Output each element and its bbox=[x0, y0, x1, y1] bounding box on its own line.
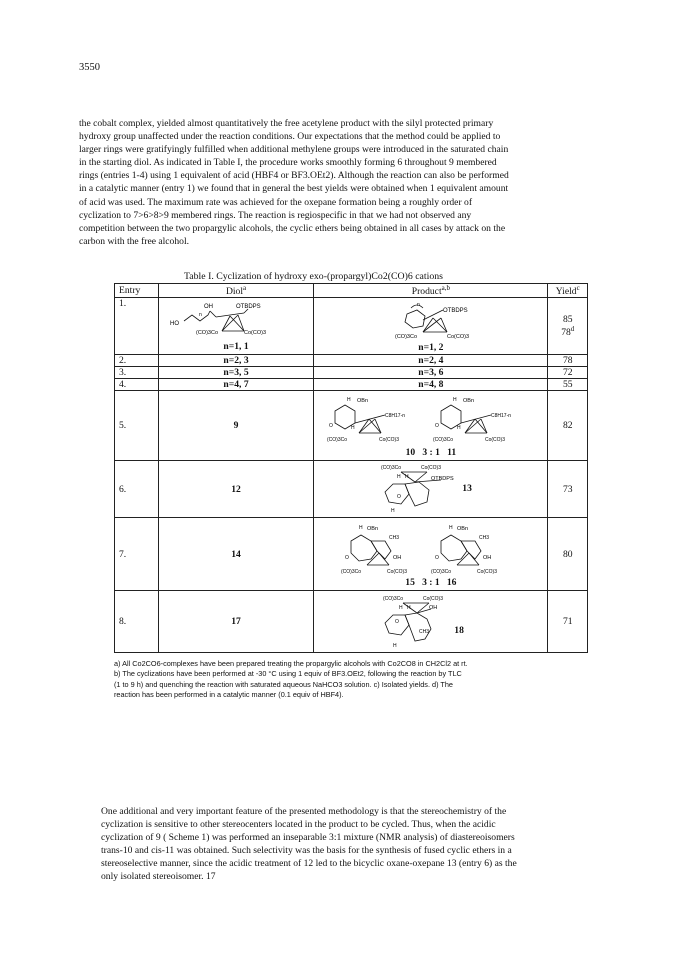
svg-text:n: n bbox=[416, 301, 420, 308]
svg-text:H: H bbox=[396, 474, 401, 480]
diol-cell: n=2, 3 bbox=[158, 355, 314, 367]
svg-text:H: H bbox=[358, 524, 363, 531]
text-line: larger rings were gratifyingly fulfilled when additional methylene groups were introduced in the saturated chain bbox=[79, 144, 509, 156]
yield-cell: 80 bbox=[548, 518, 588, 591]
text-line: in the starting diol. As indicated in Table I, the procedure works smoothly forming 6 throughout 9 membered bbox=[79, 157, 497, 169]
product-label: 18 bbox=[454, 625, 464, 636]
svg-text:Co(CO)3: Co(CO)3 bbox=[422, 595, 443, 602]
svg-text:OTBDPS: OTBDPS bbox=[442, 307, 468, 314]
yield-cell: 78 bbox=[548, 355, 588, 367]
text-line: in a catalytic manner (entry 1) we found that in general the best yields were obtained when 1 equivalent amount bbox=[79, 183, 509, 195]
text-line: rings (entries 1-4) using 1 equivalent of acid (HBF4 or BF3.OEt2). Although the reaction can also be performed bbox=[79, 170, 509, 182]
entry-cell: 3. bbox=[115, 367, 159, 379]
table-caption: Table I. Cyclization of hydroxy exo-(propargyl)Co2(CO)6 cations bbox=[184, 271, 443, 282]
diol-cell: 14 bbox=[158, 518, 314, 591]
entry-cell: 7. bbox=[115, 518, 159, 591]
footnote-line: (1 to 9 h) and quenching the reaction with saturated aqueous NaHCO3 solution. c) Isolated yields. d) The bbox=[114, 679, 453, 689]
product-cell bbox=[314, 298, 548, 355]
svg-text:(CO)3Co: (CO)3Co bbox=[326, 437, 347, 443]
products-10-11-structure bbox=[321, 393, 541, 447]
svg-text:(CO)3Co: (CO)3Co bbox=[340, 568, 361, 575]
table-row bbox=[115, 461, 588, 518]
svg-text:Co(CO)3: Co(CO)3 bbox=[484, 437, 505, 443]
svg-text:n: n bbox=[199, 311, 202, 318]
text-line: of acid was used. The maximum rate was achieved for the oxepane formation being a roughly order of bbox=[79, 196, 473, 208]
svg-text:HO: HO bbox=[170, 320, 180, 327]
yield-cell: 55 bbox=[548, 379, 588, 391]
yield-cell: 71 bbox=[548, 591, 588, 653]
table-footnotes bbox=[114, 659, 594, 701]
text-line: cyclization is sensitive to other stereocenters located in the product to be cycled. Thus, when the acidic bbox=[101, 819, 496, 831]
svg-text:OTBDPS: OTBDPS bbox=[236, 303, 261, 310]
product-cell bbox=[314, 591, 548, 653]
svg-text:(CO)3Co: (CO)3Co bbox=[382, 595, 403, 602]
svg-text:H: H bbox=[390, 508, 395, 514]
product-cell: n=4, 8 bbox=[314, 379, 548, 391]
svg-text:Co(CO)3: Co(CO)3 bbox=[244, 329, 267, 336]
text-line: cyclization of 9 ( Scheme 1) was performed an inseparable 3:1 mixture (NMR analysis) of diastereoisomers bbox=[101, 832, 515, 844]
yield-cell: 82 bbox=[548, 391, 588, 461]
svg-text:CH3: CH3 bbox=[418, 628, 429, 635]
table-row bbox=[115, 591, 588, 653]
entry-cell: 6. bbox=[115, 461, 159, 518]
diol-cell bbox=[158, 298, 314, 355]
diol-cell: n=4, 7 bbox=[158, 379, 314, 391]
svg-text:C8H17-n: C8H17-n bbox=[490, 413, 511, 419]
cyclization-table bbox=[114, 283, 588, 653]
diol-cell: 17 bbox=[158, 591, 314, 653]
svg-text:H: H bbox=[392, 642, 397, 649]
table-row bbox=[115, 355, 588, 367]
product-label: 15 3 : 1 16 bbox=[405, 576, 457, 588]
svg-text:O: O bbox=[434, 554, 439, 561]
entry-cell: 4. bbox=[115, 379, 159, 391]
text-line: hydroxy group unaffected under the reaction conditions. Our expectations that the method could be applied to bbox=[79, 131, 501, 143]
entry-cell: 8. bbox=[115, 591, 159, 653]
table-row bbox=[115, 367, 588, 379]
yield-cell: 72 bbox=[548, 367, 588, 379]
product-cell bbox=[314, 461, 548, 518]
product-cell bbox=[314, 518, 548, 591]
footnote-line: reaction has been performed in a catalytic manner (0.1 equiv of HBF4). bbox=[114, 690, 344, 700]
svg-text:(CO)3Co: (CO)3Co bbox=[432, 437, 453, 443]
body-paragraph-1 bbox=[79, 117, 609, 248]
product-cell: n=3, 6 bbox=[314, 367, 548, 379]
yield-cell: 85 78$^d$ bbox=[548, 298, 588, 355]
text-line: competition between the two propargylic alcohols, the cyclic ethers being obtained in all cases by attack on the bbox=[79, 222, 506, 234]
header-product: Product$^{a,b}$ bbox=[314, 284, 548, 298]
svg-text:OH: OH bbox=[482, 554, 492, 561]
svg-text:H: H bbox=[452, 397, 457, 403]
svg-text:CH3: CH3 bbox=[388, 534, 399, 541]
text-line: cyclization to 7>6>8>9 membered rings. The reaction is regiospecific in that we had not observed any bbox=[79, 209, 472, 221]
text-line: only isolated stereoisomer. 17 bbox=[101, 871, 216, 883]
yield-cell: 73 bbox=[548, 461, 588, 518]
svg-text:H: H bbox=[350, 425, 355, 431]
product-13-structure bbox=[331, 462, 531, 516]
svg-text:OH: OH bbox=[204, 303, 214, 310]
table-row bbox=[115, 518, 588, 591]
product-label: 10 3 : 1 11 bbox=[405, 447, 457, 458]
svg-text:OBn: OBn bbox=[366, 525, 378, 532]
header-yield: Yield$^c$ bbox=[548, 284, 588, 298]
svg-text:OBn: OBn bbox=[356, 398, 368, 404]
table-row bbox=[115, 379, 588, 391]
entry-cell: 1. bbox=[115, 298, 159, 355]
svg-text:O: O bbox=[394, 618, 399, 625]
footnote-line: b) The cyclizations have been performed at -30 °C using 1 equiv of BF3.OEt2, following the reaction by TLC bbox=[114, 669, 462, 679]
header-diol: Diol$^a$ bbox=[158, 284, 314, 298]
text-line: One additional and very important feature of the presented methodology is that the stereochemistry of the bbox=[101, 806, 507, 817]
table-row bbox=[115, 298, 588, 355]
svg-text:H: H bbox=[406, 604, 411, 611]
svg-text:Co(CO)3: Co(CO)3 bbox=[476, 568, 497, 575]
product-label: n=1, 2 bbox=[418, 341, 444, 353]
svg-text:H: H bbox=[346, 397, 351, 403]
svg-text:(CO)3Co: (CO)3Co bbox=[394, 333, 417, 340]
svg-text:O: O bbox=[328, 423, 333, 429]
text-line: the cobalt complex, yielded almost quantitatively the free acetylene product with the silyl protected primary bbox=[79, 118, 494, 129]
svg-text:Co(CO)3: Co(CO)3 bbox=[420, 465, 441, 471]
diol-1-structure bbox=[166, 301, 306, 341]
svg-text:O: O bbox=[434, 423, 439, 429]
svg-text:OTBDPS: OTBDPS bbox=[430, 476, 454, 482]
svg-text:(CO)3Co: (CO)3Co bbox=[380, 465, 401, 471]
diol-label: n=1, 1 bbox=[223, 340, 249, 352]
product-2-structure bbox=[351, 300, 511, 342]
body-paragraph-2 bbox=[79, 805, 609, 884]
page-number: 3550 bbox=[79, 62, 100, 73]
svg-text:OBn: OBn bbox=[462, 398, 474, 404]
svg-text:O: O bbox=[344, 554, 349, 561]
product-label: 13 bbox=[462, 483, 472, 494]
header-entry: Entry bbox=[115, 284, 159, 298]
svg-text:OH: OH bbox=[392, 554, 402, 561]
svg-text:CH3: CH3 bbox=[478, 534, 489, 541]
svg-text:H: H bbox=[404, 474, 409, 480]
svg-text:OBn: OBn bbox=[456, 525, 468, 532]
product-cell: n=2, 4 bbox=[314, 355, 548, 367]
svg-text:Co(CO)3: Co(CO)3 bbox=[446, 333, 469, 340]
entry-cell: 5. bbox=[115, 391, 159, 461]
text-line: trans-10 and cis-11 was obtained. Such selectivity was the basis for the synthesis of fused cyclic ethers in a bbox=[101, 845, 512, 857]
diol-cell: 12 bbox=[158, 461, 314, 518]
diol-cell: n=3, 5 bbox=[158, 367, 314, 379]
table-row bbox=[115, 391, 588, 461]
diol-cell: 9 bbox=[158, 391, 314, 461]
table-header-row bbox=[115, 284, 588, 298]
products-15-16-structure bbox=[331, 521, 531, 577]
product-cell bbox=[314, 391, 548, 461]
svg-text:Co(CO)3: Co(CO)3 bbox=[386, 568, 407, 575]
footnote-line: a) All Co2CO6-complexes have been prepared treating the propargylic alcohols with Co2CO8 in CH2Cl2 at rt. bbox=[114, 659, 468, 668]
svg-text:Co(CO)3: Co(CO)3 bbox=[378, 437, 399, 443]
svg-text:(CO)3Co: (CO)3Co bbox=[196, 329, 219, 336]
svg-text:C8H17-n: C8H17-n bbox=[384, 413, 405, 419]
entry-cell: 2. bbox=[115, 355, 159, 367]
text-line: carbon with the free alcohol. bbox=[79, 235, 190, 247]
svg-text:O: O bbox=[396, 494, 401, 500]
product-18-structure bbox=[331, 593, 531, 651]
svg-text:OH: OH bbox=[428, 604, 438, 611]
svg-text:H: H bbox=[398, 604, 403, 611]
text-line: stereoselective manner, since the acidic treatment of 12 led to the bicyclic oxane-oxepane 13 (entry 6) as the bbox=[101, 858, 517, 870]
svg-text:(CO)3Co: (CO)3Co bbox=[430, 568, 451, 575]
svg-text:H: H bbox=[448, 524, 453, 531]
svg-text:H: H bbox=[456, 425, 461, 431]
